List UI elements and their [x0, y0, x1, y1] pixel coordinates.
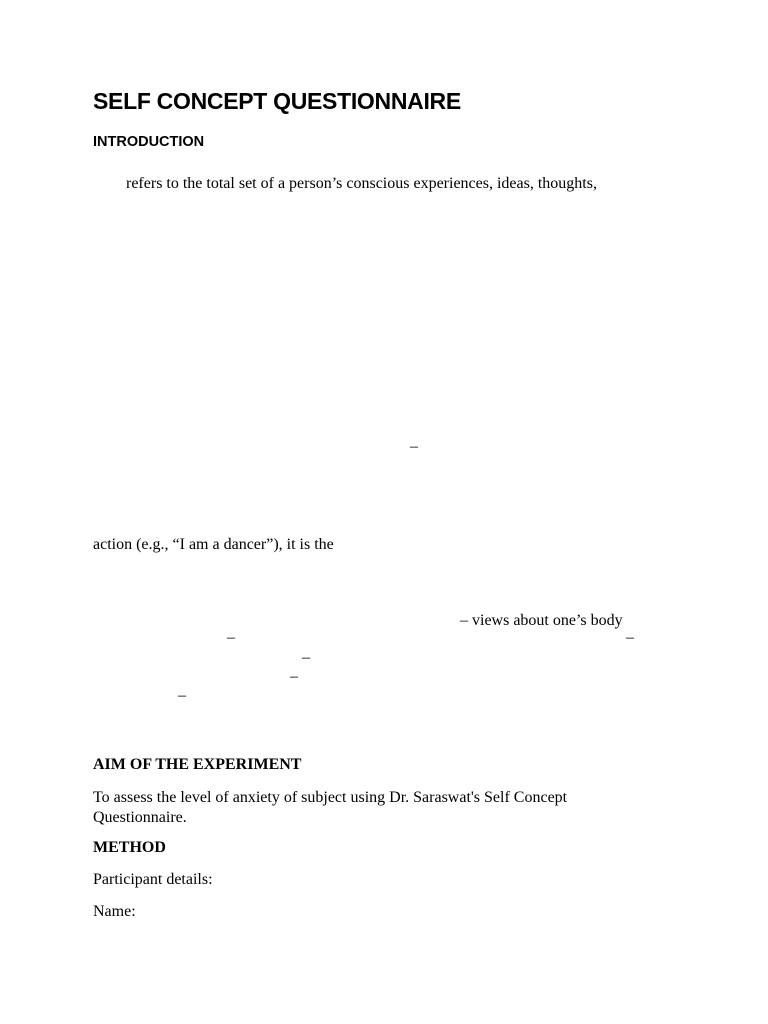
dash-mark: –	[290, 668, 298, 685]
method-heading: METHOD	[93, 839, 166, 856]
aim-text: To assess the level of anxiety of subject using Dr. Saraswat's Self Concept Questionnaire.	[93, 789, 568, 826]
dash-mark: –	[302, 649, 310, 666]
intro-paragraph-line: refers to the total set of a person’s conscious experiences, ideas, thoughts,	[126, 175, 597, 192]
dash-mark: –	[178, 687, 186, 704]
dash-mark: –	[227, 629, 235, 646]
aim-heading: AIM OF THE EXPERIMENT	[93, 756, 302, 773]
dash-mark: –	[626, 629, 634, 646]
participant-details-label: Participant details:	[93, 871, 213, 888]
document-title: SELF CONCEPT QUESTIONNAIRE	[93, 88, 461, 114]
name-label: Name:	[93, 903, 136, 920]
introduction-heading: INTRODUCTION	[93, 134, 205, 150]
dash-mark: –	[410, 438, 418, 455]
action-line: action (e.g., “I am a dancer”), it is the	[93, 536, 334, 553]
views-line: – views about one’s body	[460, 612, 623, 629]
